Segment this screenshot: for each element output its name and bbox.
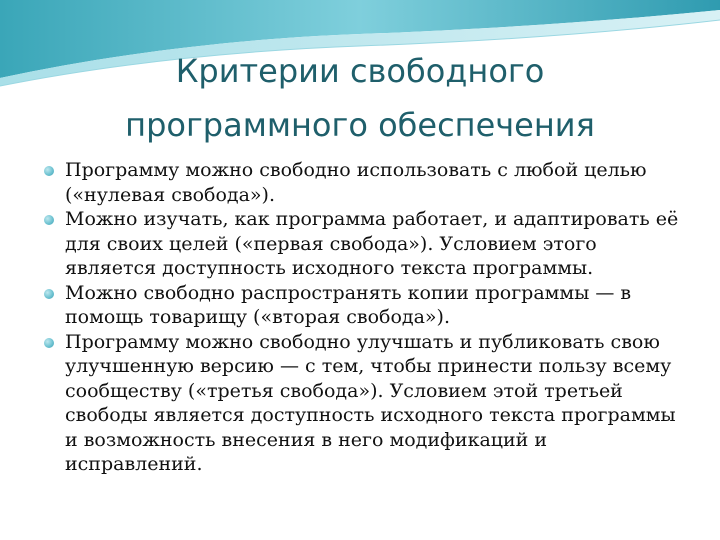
bullet-dot-icon — [44, 289, 54, 299]
list-item — [44, 158, 684, 207]
title-line-2: программного обеспечения — [125, 106, 595, 144]
bullet-list — [44, 158, 684, 477]
bullet-text: Программу можно свободно улучшать и публиковать свою улучшенную версию — с тем, чтобы принести пользу всему сообществу («третья свобода»). Условием этой третьей свободы является доступность исходного текста программы и возможность внесения в него модификаций и исправлений. — [65, 330, 676, 475]
bullet-dot-icon — [44, 215, 54, 225]
list-item — [44, 330, 684, 477]
list-item — [44, 207, 684, 281]
bullet-text: Программу можно свободно использовать с любой целью («нулевая свобода»). — [65, 159, 647, 206]
slide-title — [60, 44, 660, 152]
bullet-text: Можно изучать, как программа работает, и адаптировать её для своих целей («первая свобода»). Условием этого является доступность исходного текста программы. — [65, 208, 679, 279]
title-line-1: Критерии свободного — [175, 52, 545, 90]
bullet-text: Можно свободно распространять копии программы — в помощь товарищу («вторая свобода»). — [65, 281, 632, 328]
list-item — [44, 281, 684, 330]
bullet-dot-icon — [44, 338, 54, 348]
bullet-dot-icon — [44, 166, 54, 176]
